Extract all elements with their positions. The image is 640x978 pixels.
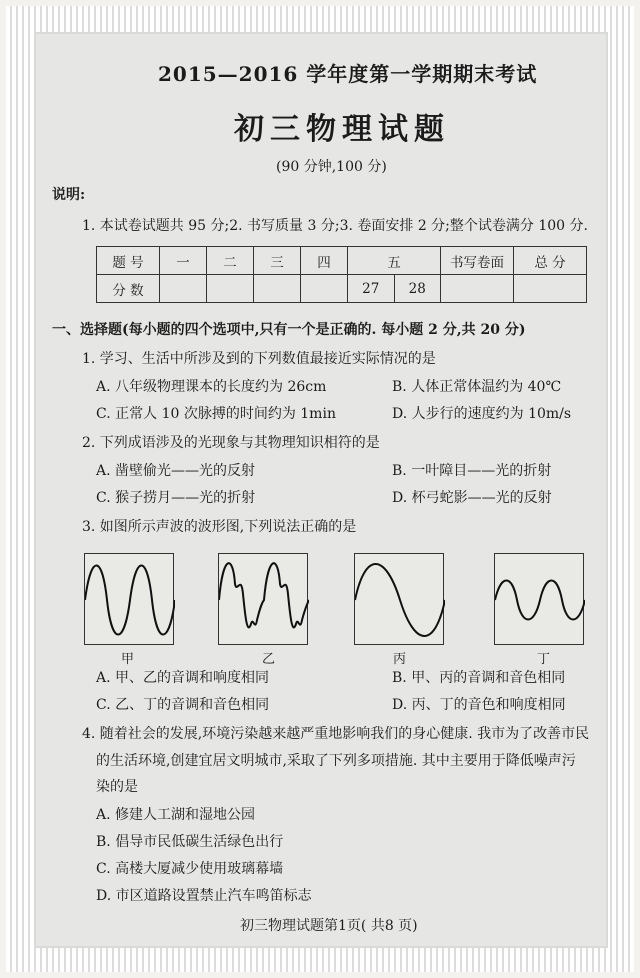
q3-option-b: B. 甲、丙的音调和音色相同	[392, 670, 566, 686]
q4-option-a: A. 修建人工湖和湿地公园	[96, 807, 256, 823]
score-header-cell: 五	[348, 247, 441, 275]
score-header-cell: 一	[160, 247, 207, 275]
q2-option-a: A. 凿壁偷光——光的反射	[96, 463, 256, 479]
subject-title: 初三物理试题	[234, 112, 450, 147]
q2-option-d: D. 杯弓蛇影——光的反射	[392, 490, 552, 506]
q3-option-d: D. 丙、丁的音色和响度相同	[392, 697, 566, 713]
score-header-cell: 二	[207, 247, 254, 275]
q4-stem-line3: 染的是	[96, 779, 138, 795]
score-header-cell: 总 分	[514, 247, 587, 275]
q4-stem-line2: 的生活环境,创建宜居文明城市,采取了下列多项措施. 其中主要用于降低噪声污	[96, 753, 576, 769]
waveform-ding	[494, 553, 584, 645]
q3-stem: 3. 如图所示声波的波形图,下列说法正确的是	[82, 519, 357, 535]
exam-title: 2015—2016 学年度第一学期期末考试	[158, 62, 538, 86]
score-cell	[301, 275, 348, 303]
q2-option-b: B. 一叶障目——光的折射	[392, 463, 552, 479]
q2-option-c: C. 猴子捞月——光的折射	[96, 490, 256, 506]
waveform-yi	[218, 553, 308, 645]
section-heading: 一、选择题(每小题的四个选项中,只有一个是正确的. 每小题 2 分,共 20 分)	[52, 322, 526, 338]
score-sub-cell: 27	[348, 275, 395, 303]
q1-option-a: A. 八年级物理课本的长度约为 26cm	[96, 379, 327, 395]
q3-option-a: A. 甲、乙的音调和响度相同	[96, 670, 270, 686]
score-cell	[160, 275, 207, 303]
q1-option-d: D. 人步行的速度约为 10m/s	[392, 406, 572, 422]
q4-option-c: C. 高楼大厦减少使用玻璃幕墙	[96, 861, 284, 877]
q4-option-b: B. 倡导市民低碳生活绿色出行	[96, 834, 284, 850]
waveform-bing	[354, 553, 444, 645]
q2-stem: 2. 下列成语涉及的光现象与其物理知识相符的是	[82, 435, 380, 451]
score-header-cell: 题 号	[97, 247, 160, 275]
waveform-label-bing: 丙	[393, 652, 407, 667]
notes-heading: 说明:	[52, 187, 86, 203]
page-footer: 初三物理试题第1页( 共8 页)	[240, 918, 418, 934]
score-cell	[254, 275, 301, 303]
score-table	[96, 246, 587, 303]
q1-stem: 1. 学习、生活中所涉及到的下列数值最接近实际情况的是	[82, 351, 436, 367]
waveform-label-jia: 甲	[121, 652, 135, 667]
score-header-cell: 三	[254, 247, 301, 275]
score-header-cell: 四	[301, 247, 348, 275]
time-score: (90 分钟,100 分)	[276, 159, 387, 175]
waveform-label-ding: 丁	[537, 652, 551, 667]
q1-option-b: B. 人体正常体温约为 40℃	[392, 379, 562, 395]
q4-stem-line1: 4. 随着社会的发展,环境污染越来越严重地影响我们的身心健康. 我市为了改善市民	[82, 726, 590, 742]
score-row-label: 分 数	[97, 275, 160, 303]
q3-option-c: C. 乙、丁的音调和音色相同	[96, 697, 270, 713]
score-header-cell: 书写卷面	[441, 247, 514, 275]
score-sub-cell: 28	[394, 275, 441, 303]
score-cell	[441, 275, 514, 303]
score-cell	[207, 275, 254, 303]
score-cell	[514, 275, 587, 303]
q1-option-c: C. 正常人 10 次脉搏的时间约为 1min	[96, 406, 336, 422]
notes-item: 1. 本试卷试题共 95 分;2. 书写质量 3 分;3. 卷面安排 2 分;整个试卷满分 100 分.	[82, 218, 588, 234]
waveform-label-yi: 乙	[262, 652, 276, 667]
waveform-jia	[84, 553, 174, 645]
q4-option-d: D. 市区道路设置禁止汽车鸣笛标志	[96, 888, 312, 904]
